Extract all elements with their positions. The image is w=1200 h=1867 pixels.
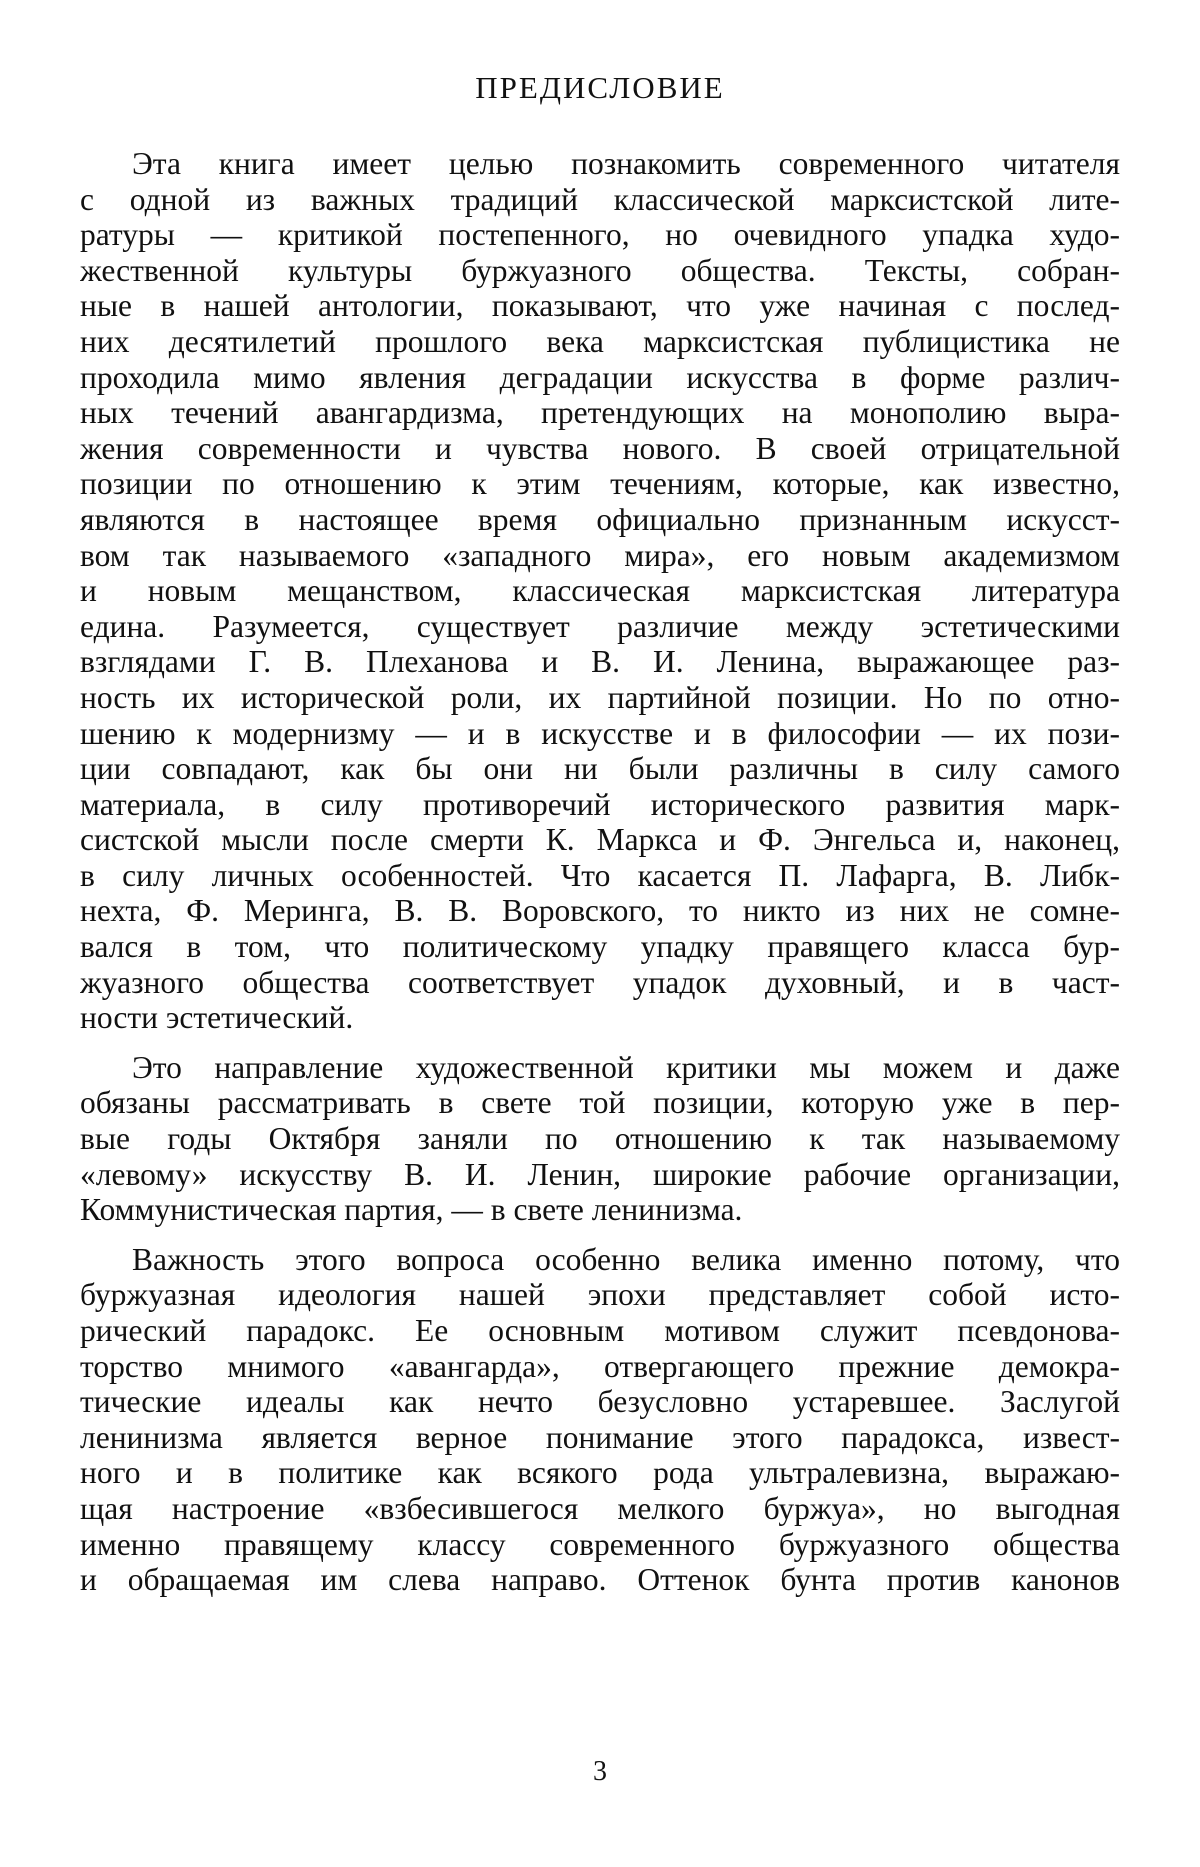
text-line: нехта, Ф. Меринга, В. В. Воровского, то никто из них не сомне- xyxy=(80,893,1120,929)
paragraph xyxy=(80,1050,1120,1228)
paragraph-gap xyxy=(80,1036,1120,1050)
body-text xyxy=(80,146,1120,1598)
text-line: взглядами Г. В. Плеханова и В. И. Ленина, выражающее раз- xyxy=(80,644,1120,680)
text-line: вался в том, что политическому упадку правящего класса бур- xyxy=(80,929,1120,965)
text-line: них десятилетий прошлого века марксистская публицистика не xyxy=(80,324,1120,360)
page-number: 3 xyxy=(0,1756,1200,1788)
text-line: с одной из важных традиций классической марксистской лите- xyxy=(80,182,1120,218)
text-line: и обращаемая им слева направо. Оттенок бунта против канонов xyxy=(80,1562,1120,1598)
text-line: тические идеалы как нечто безусловно устаревшее. Заслугой xyxy=(80,1384,1120,1420)
text-line: Эта книга имеет целью познакомить современного читателя xyxy=(80,146,1120,182)
text-line: и новым мещанством, классическая марксистская литература xyxy=(80,573,1120,609)
text-line: позиции по отношению к этим течениям, которые, как известно, xyxy=(80,466,1120,502)
text-line: Коммунистическая партия, — в свете ленинизма. xyxy=(80,1192,1120,1228)
text-line: ного и в политике как всякого рода ультралевизна, выражаю- xyxy=(80,1455,1120,1491)
text-line: именно правящему классу современного буржуазного общества xyxy=(80,1527,1120,1563)
text-line: ности эстетический. xyxy=(80,1000,1120,1036)
text-line: ные в нашей антологии, показывают, что уже начиная с послед- xyxy=(80,288,1120,324)
text-line: ции совпадают, как бы они ни были различны в силу самого xyxy=(80,751,1120,787)
text-line: ратуры — критикой постепенного, но очевидного упадка худо- xyxy=(80,217,1120,253)
text-line: ность их исторической роли, их партийной позиции. Но по отно- xyxy=(80,680,1120,716)
text-line: систской мысли после смерти К. Маркса и Ф. Энгельса и, наконец, xyxy=(80,822,1120,858)
text-line: рический парадокс. Ее основным мотивом служит псевдонова- xyxy=(80,1313,1120,1349)
text-line: Это направление художественной критики мы можем и даже xyxy=(80,1050,1120,1086)
text-line: вом так называемого «западного мира», его новым академизмом xyxy=(80,538,1120,574)
text-line: вые годы Октября заняли по отношению к так называемому xyxy=(80,1121,1120,1157)
text-line: в силу личных особенностей. Что касается П. Лафарга, В. Либк- xyxy=(80,858,1120,894)
text-line: являются в настоящее время официально признанным искусст- xyxy=(80,502,1120,538)
text-line: едина. Разумеется, существует различие между эстетическими xyxy=(80,609,1120,645)
text-line: «левому» искусству В. И. Ленин, широкие рабочие организации, xyxy=(80,1157,1120,1193)
text-line: обязаны рассматривать в свете той позиции, которую уже в пер- xyxy=(80,1085,1120,1121)
text-line: проходила мимо явления деградации искусства в форме различ- xyxy=(80,360,1120,396)
text-line: ных течений авангардизма, претендующих на монополию выра- xyxy=(80,395,1120,431)
text-line: шению к модернизму — и в искусстве и в философии — их пози- xyxy=(80,716,1120,752)
text-line: ленинизма является верное понимание этого парадокса, извест- xyxy=(80,1420,1120,1456)
text-line: жуазного общества соответствует упадок духовный, и в част- xyxy=(80,965,1120,1001)
text-line: щая настроение «взбесившегося мелкого буржуа», но выгодная xyxy=(80,1491,1120,1527)
paragraph-gap xyxy=(80,1228,1120,1242)
page-title: ПРЕДИСЛОВИЕ xyxy=(0,70,1200,106)
text-line: буржуазная идеология нашей эпохи представляет собой исто- xyxy=(80,1277,1120,1313)
book-page xyxy=(0,0,1200,1867)
text-line: жественной культуры буржуазного общества. Тексты, собран- xyxy=(80,253,1120,289)
paragraph xyxy=(80,146,1120,1036)
text-line: Важность этого вопроса особенно велика именно потому, что xyxy=(80,1242,1120,1278)
text-line: торство мнимого «авангарда», отвергающего прежние демокра- xyxy=(80,1349,1120,1385)
paragraph xyxy=(80,1242,1120,1598)
text-line: жения современности и чувства нового. В своей отрицательной xyxy=(80,431,1120,467)
text-line: материала, в силу противоречий исторического развития марк- xyxy=(80,787,1120,823)
